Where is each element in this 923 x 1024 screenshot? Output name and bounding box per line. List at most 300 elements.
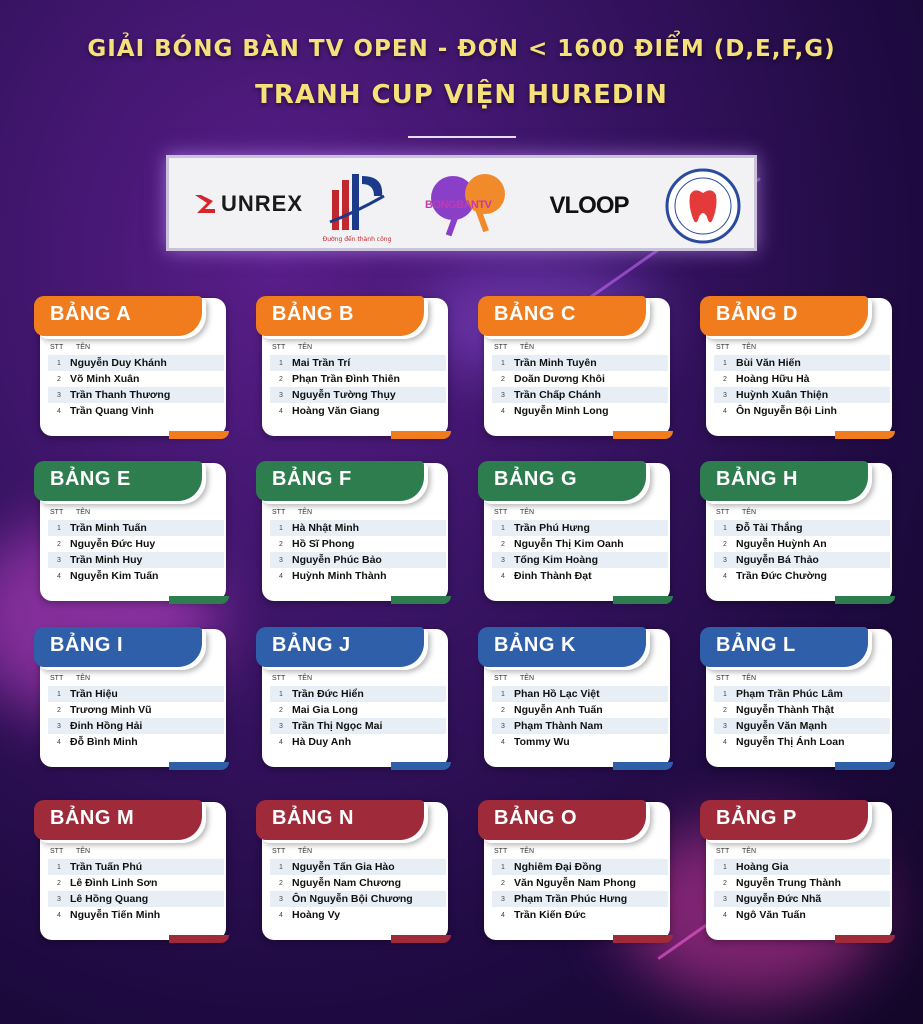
group-card [262, 802, 448, 940]
group-card [262, 629, 448, 767]
player-row [492, 875, 668, 891]
player-number: 1 [57, 690, 61, 698]
group-card [262, 463, 448, 601]
tooth-seal-icon [664, 167, 742, 245]
group-title: BẢNG M [50, 807, 135, 829]
sponsor-banner [166, 155, 757, 251]
group-card-header [34, 800, 202, 840]
vloop-logo [539, 188, 639, 224]
player-number: 4 [279, 572, 283, 580]
player-name: Nguyễn Bá Thảo [736, 554, 819, 566]
group-card-accent [835, 431, 895, 439]
player-row [714, 702, 890, 718]
player-number: 1 [723, 359, 727, 367]
player-name: Đinh Thành Đạt [514, 570, 592, 582]
player-row [492, 371, 668, 387]
player-number: 3 [723, 895, 727, 903]
duong-den-thanh-cong-logo [322, 166, 392, 248]
player-number: 2 [57, 540, 61, 548]
player-name: Nguyễn Kim Tuấn [70, 570, 159, 582]
player-number: 2 [501, 375, 505, 383]
column-header-ten: TÊN [76, 675, 90, 682]
player-number: 2 [501, 540, 505, 548]
player-name: Phạm Trần Phúc Hưng [514, 893, 628, 905]
player-name: Trần Đức Chường [736, 570, 827, 582]
group-card-accent [169, 935, 229, 943]
player-row [492, 907, 668, 923]
group-card [40, 463, 226, 601]
player-number: 1 [501, 524, 505, 532]
player-row [714, 568, 890, 584]
player-name: Nguyễn Anh Tuấn [514, 704, 603, 716]
player-list [492, 355, 668, 419]
group-card-accent [169, 431, 229, 439]
player-row [270, 875, 446, 891]
player-name: Nguyễn Đức Huy [70, 538, 156, 550]
player-row [270, 702, 446, 718]
player-row [714, 371, 890, 387]
group-card-header [478, 461, 646, 501]
column-header-ten: TÊN [298, 509, 312, 516]
column-header-ten: TÊN [742, 848, 756, 855]
player-row [270, 907, 446, 923]
group-title: BẢNG B [272, 303, 354, 325]
player-number: 1 [57, 359, 61, 367]
player-name: Võ Minh Xuân [70, 373, 140, 385]
player-row [48, 734, 224, 750]
player-number: 4 [723, 911, 727, 919]
player-row [714, 552, 890, 568]
group-card-accent [613, 596, 673, 604]
group-card-accent [391, 431, 451, 439]
player-name: Ôn Nguyễn Bội Linh [736, 405, 837, 417]
column-header-ten: TÊN [76, 848, 90, 855]
player-number: 3 [279, 895, 283, 903]
player-number: 2 [279, 706, 283, 714]
player-list [270, 686, 446, 750]
player-row [714, 718, 890, 734]
player-name: Hồ Sĩ Phong [292, 538, 355, 550]
player-row [270, 355, 446, 371]
player-name: Nghiêm Đại Đồng [514, 861, 602, 873]
player-row [492, 568, 668, 584]
bongbantv-logo [423, 170, 515, 240]
group-card-accent [835, 935, 895, 943]
dental-clinic-logo [664, 167, 742, 245]
unrex-wordmark: UNREX [220, 191, 303, 216]
player-list [714, 355, 890, 419]
group-card-accent [391, 596, 451, 604]
player-number: 2 [57, 375, 61, 383]
player-row [270, 371, 446, 387]
group-card-accent [391, 762, 451, 770]
player-list [270, 859, 446, 923]
column-header-stt: STT [50, 509, 64, 516]
player-number: 3 [279, 556, 283, 564]
player-row [714, 734, 890, 750]
player-number: 2 [723, 375, 727, 383]
group-card-header [34, 296, 202, 336]
player-name: Tommy Wu [514, 736, 570, 748]
column-header-ten: TÊN [76, 344, 90, 351]
column-header-stt: STT [272, 344, 286, 351]
group-card [484, 298, 670, 436]
group-title: BẢNG C [494, 303, 576, 325]
player-row [270, 520, 446, 536]
player-name: Huỳnh Minh Thành [292, 570, 387, 582]
player-row [48, 718, 224, 734]
player-number: 4 [501, 572, 505, 580]
player-name: Phạm Trần Phúc Lâm [736, 688, 843, 700]
player-row [270, 718, 446, 734]
player-number: 3 [279, 722, 283, 730]
player-number: 2 [57, 879, 61, 887]
player-number: 4 [57, 738, 61, 746]
player-row [492, 686, 668, 702]
player-row [48, 891, 224, 907]
player-name: Trần Hiệu [70, 688, 118, 700]
player-number: 3 [723, 391, 727, 399]
player-name: Nguyễn Thị Ánh Loan [736, 736, 845, 748]
group-card-accent [835, 596, 895, 604]
player-number: 2 [279, 375, 283, 383]
column-header-stt: STT [50, 848, 64, 855]
player-list [714, 859, 890, 923]
player-name: Ôn Nguyễn Bội Chương [292, 893, 413, 905]
player-name: Trần Thị Ngọc Mai [292, 720, 383, 732]
unrex-mark-icon [193, 193, 217, 215]
player-number: 2 [723, 540, 727, 548]
player-number: 1 [57, 524, 61, 532]
player-row [714, 875, 890, 891]
column-header-ten: TÊN [520, 675, 534, 682]
player-row [492, 355, 668, 371]
column-header-ten: TÊN [742, 344, 756, 351]
group-card [484, 629, 670, 767]
player-list [492, 520, 668, 584]
player-row [48, 686, 224, 702]
player-row [492, 552, 668, 568]
player-number: 3 [501, 722, 505, 730]
player-name: Nguyễn Văn Mạnh [736, 720, 828, 732]
group-title: BẢNG P [716, 807, 797, 829]
player-row [270, 536, 446, 552]
column-header-ten: TÊN [742, 509, 756, 516]
column-header-stt: STT [494, 344, 508, 351]
column-header-stt: STT [494, 675, 508, 682]
group-title: BẢNG A [50, 303, 132, 325]
player-row [48, 552, 224, 568]
group-card [262, 298, 448, 436]
group-title: BẢNG I [50, 634, 123, 656]
player-list [714, 686, 890, 750]
player-list [492, 686, 668, 750]
group-title: BẢNG L [716, 634, 796, 656]
group-card [40, 802, 226, 940]
player-row [714, 355, 890, 371]
player-number: 1 [501, 359, 505, 367]
player-name: Nguyễn Đức Nhã [736, 893, 822, 905]
player-name: Đinh Hồng Hải [70, 720, 143, 732]
player-name: Hoàng Gia [736, 861, 789, 873]
group-card-header [478, 800, 646, 840]
player-number: 4 [723, 738, 727, 746]
player-number: 2 [279, 540, 283, 548]
player-number: 4 [501, 738, 505, 746]
player-row [492, 403, 668, 419]
player-name: Nguyễn Nam Chương [292, 877, 401, 889]
player-number: 4 [279, 407, 283, 415]
column-header-stt: STT [50, 675, 64, 682]
player-number: 2 [501, 706, 505, 714]
group-card-header [256, 296, 424, 336]
player-name: Trần Chấp Chánh [514, 389, 601, 401]
group-card-accent [613, 762, 673, 770]
player-number: 3 [57, 895, 61, 903]
player-number: 1 [501, 863, 505, 871]
group-card [40, 629, 226, 767]
player-number: 1 [279, 524, 283, 532]
player-row [492, 520, 668, 536]
player-name: Doãn Dương Khôi [514, 373, 605, 385]
player-number: 4 [57, 911, 61, 919]
group-card-header [700, 296, 868, 336]
column-header-stt: STT [716, 675, 730, 682]
player-name: Huỳnh Xuân Thiện [736, 389, 829, 401]
group-card [706, 629, 892, 767]
group-card-header [478, 627, 646, 667]
group-title: BẢNG H [716, 468, 798, 490]
player-name: Hoàng Vy [292, 909, 341, 921]
column-header-stt: STT [716, 848, 730, 855]
player-list [270, 520, 446, 584]
group-card-header [700, 461, 868, 501]
player-name: Nguyễn Huỳnh An [736, 538, 827, 550]
player-name: Hoàng Văn Giang [292, 405, 380, 417]
group-title: BẢNG D [716, 303, 798, 325]
player-number: 4 [57, 407, 61, 415]
column-header-stt: STT [272, 848, 286, 855]
player-name: Trần Minh Huy [70, 554, 143, 566]
group-card-header [700, 627, 868, 667]
player-row [270, 686, 446, 702]
player-number: 1 [279, 690, 283, 698]
group-card-header [34, 461, 202, 501]
column-header-stt: STT [716, 509, 730, 516]
group-card-accent [169, 762, 229, 770]
player-row [48, 536, 224, 552]
player-number: 4 [723, 407, 727, 415]
player-number: 2 [723, 706, 727, 714]
column-header-ten: TÊN [298, 675, 312, 682]
group-title: BẢNG N [272, 807, 354, 829]
player-number: 1 [279, 863, 283, 871]
group-card-header [34, 627, 202, 667]
player-name: Trương Minh Vũ [70, 704, 152, 716]
group-title: BẢNG K [494, 634, 576, 656]
player-row [714, 686, 890, 702]
player-name: Nguyễn Tiến Minh [70, 909, 161, 921]
player-row [48, 702, 224, 718]
page-title: GIẢI BÓNG BÀN TV OPEN - ĐƠN < 1600 ĐIỂM (D,E,F,G) [87, 36, 836, 62]
player-name: Phạm Thành Nam [514, 720, 603, 732]
player-row [492, 891, 668, 907]
player-row [270, 734, 446, 750]
player-name: Hoàng Hữu Hà [736, 373, 810, 385]
group-card [706, 802, 892, 940]
player-number: 3 [57, 556, 61, 564]
bongbantv-wordmark: BONGBANTV [425, 199, 492, 211]
group-card [706, 463, 892, 601]
player-name: Trần Đức Hiển [292, 688, 364, 700]
group-card-header [256, 800, 424, 840]
player-number: 3 [501, 391, 505, 399]
column-header-ten: TÊN [742, 675, 756, 682]
player-row [48, 520, 224, 536]
player-name: Trần Minh Tuấn [70, 522, 147, 534]
column-header-ten: TÊN [520, 509, 534, 516]
title-divider [408, 136, 516, 138]
player-list [492, 859, 668, 923]
group-title: BẢNG J [272, 634, 351, 656]
player-number: 2 [723, 879, 727, 887]
group-title: BẢNG E [50, 468, 131, 490]
column-header-ten: TÊN [76, 509, 90, 516]
player-list [48, 520, 224, 584]
player-name: Phan Hồ Lạc Việt [514, 688, 600, 700]
column-header-stt: STT [494, 848, 508, 855]
player-row [48, 371, 224, 387]
player-row [714, 520, 890, 536]
column-header-stt: STT [494, 509, 508, 516]
player-name: Ngô Văn Tuấn [736, 909, 806, 921]
player-list [48, 686, 224, 750]
player-number: 1 [279, 359, 283, 367]
player-row [492, 702, 668, 718]
player-row [270, 859, 446, 875]
column-header-stt: STT [50, 344, 64, 351]
dt-mark-icon [328, 172, 386, 234]
group-card-accent [835, 762, 895, 770]
group-card [40, 298, 226, 436]
player-list [270, 355, 446, 419]
player-number: 2 [501, 879, 505, 887]
column-header-stt: STT [272, 675, 286, 682]
player-number: 4 [501, 911, 505, 919]
player-name: Phạn Trần Đình Thiên [292, 373, 400, 385]
player-number: 4 [501, 407, 505, 415]
group-card-accent [169, 596, 229, 604]
player-row [714, 859, 890, 875]
player-name: Tống Kim Hoàng [514, 554, 598, 566]
column-header-ten: TÊN [520, 848, 534, 855]
player-number: 3 [57, 391, 61, 399]
player-number: 3 [501, 556, 505, 564]
player-number: 2 [279, 879, 283, 887]
player-row [270, 891, 446, 907]
player-row [714, 907, 890, 923]
group-card-accent [613, 935, 673, 943]
player-name: Đỗ Tài Thắng [736, 522, 803, 534]
group-card [484, 463, 670, 601]
group-card-header [478, 296, 646, 336]
player-name: Nguyễn Thị Kim Oanh [514, 538, 624, 550]
player-list [714, 520, 890, 584]
player-name: Nguyễn Tấn Gia Hào [292, 861, 395, 873]
group-card-accent [613, 431, 673, 439]
player-name: Trần Phú Hưng [514, 522, 590, 534]
player-name: Nguyễn Minh Long [514, 405, 609, 417]
player-name: Mai Gia Long [292, 704, 358, 716]
player-row [714, 403, 890, 419]
player-name: Lê Hồng Quang [70, 893, 149, 905]
player-row [270, 387, 446, 403]
player-row [48, 568, 224, 584]
player-name: Hà Duy Anh [292, 736, 352, 748]
column-header-ten: TÊN [298, 848, 312, 855]
column-header-stt: STT [272, 509, 286, 516]
player-name: Nguyễn Trung Thành [736, 877, 841, 889]
player-name: Trần Minh Tuyên [514, 357, 597, 369]
dt-caption: Đường đến thành công [322, 235, 392, 243]
player-row [492, 387, 668, 403]
player-row [492, 718, 668, 734]
player-number: 4 [57, 572, 61, 580]
player-row [492, 859, 668, 875]
player-row [48, 907, 224, 923]
player-row [48, 859, 224, 875]
group-title: BẢNG O [494, 807, 577, 829]
player-number: 1 [723, 690, 727, 698]
player-row [48, 387, 224, 403]
player-name: Lê Đình Linh Sơn [70, 877, 158, 889]
group-card-header [256, 627, 424, 667]
player-number: 3 [723, 722, 727, 730]
player-list [48, 859, 224, 923]
player-row [492, 734, 668, 750]
group-card [706, 298, 892, 436]
player-row [48, 355, 224, 371]
player-row [48, 875, 224, 891]
player-name: Nguyễn Phúc Bảo [292, 554, 382, 566]
player-number: 1 [723, 524, 727, 532]
player-row [48, 403, 224, 419]
player-row [714, 387, 890, 403]
player-number: 3 [501, 895, 505, 903]
vloop-wordmark: VLOOP [549, 192, 629, 219]
group-card-header [256, 461, 424, 501]
player-row [714, 891, 890, 907]
player-name: Văn Nguyễn Nam Phong [514, 877, 636, 889]
player-name: Mai Trần Trí [292, 357, 351, 369]
column-header-ten: TÊN [298, 344, 312, 351]
player-number: 2 [57, 706, 61, 714]
player-name: Trần Tuấn Phú [70, 861, 143, 873]
column-header-stt: STT [716, 344, 730, 351]
unrex-logo [185, 184, 311, 224]
player-number: 1 [501, 690, 505, 698]
group-card-accent [391, 935, 451, 943]
player-name: Trần Thanh Thương [70, 389, 171, 401]
group-card-header [700, 800, 868, 840]
player-number: 1 [723, 863, 727, 871]
player-list [48, 355, 224, 419]
player-name: Trần Quang Vinh [70, 405, 154, 417]
group-card [484, 802, 670, 940]
player-name: Nguyễn Tường Thụy [292, 389, 396, 401]
player-name: Đỗ Bình Minh [70, 736, 138, 748]
player-number: 4 [279, 738, 283, 746]
